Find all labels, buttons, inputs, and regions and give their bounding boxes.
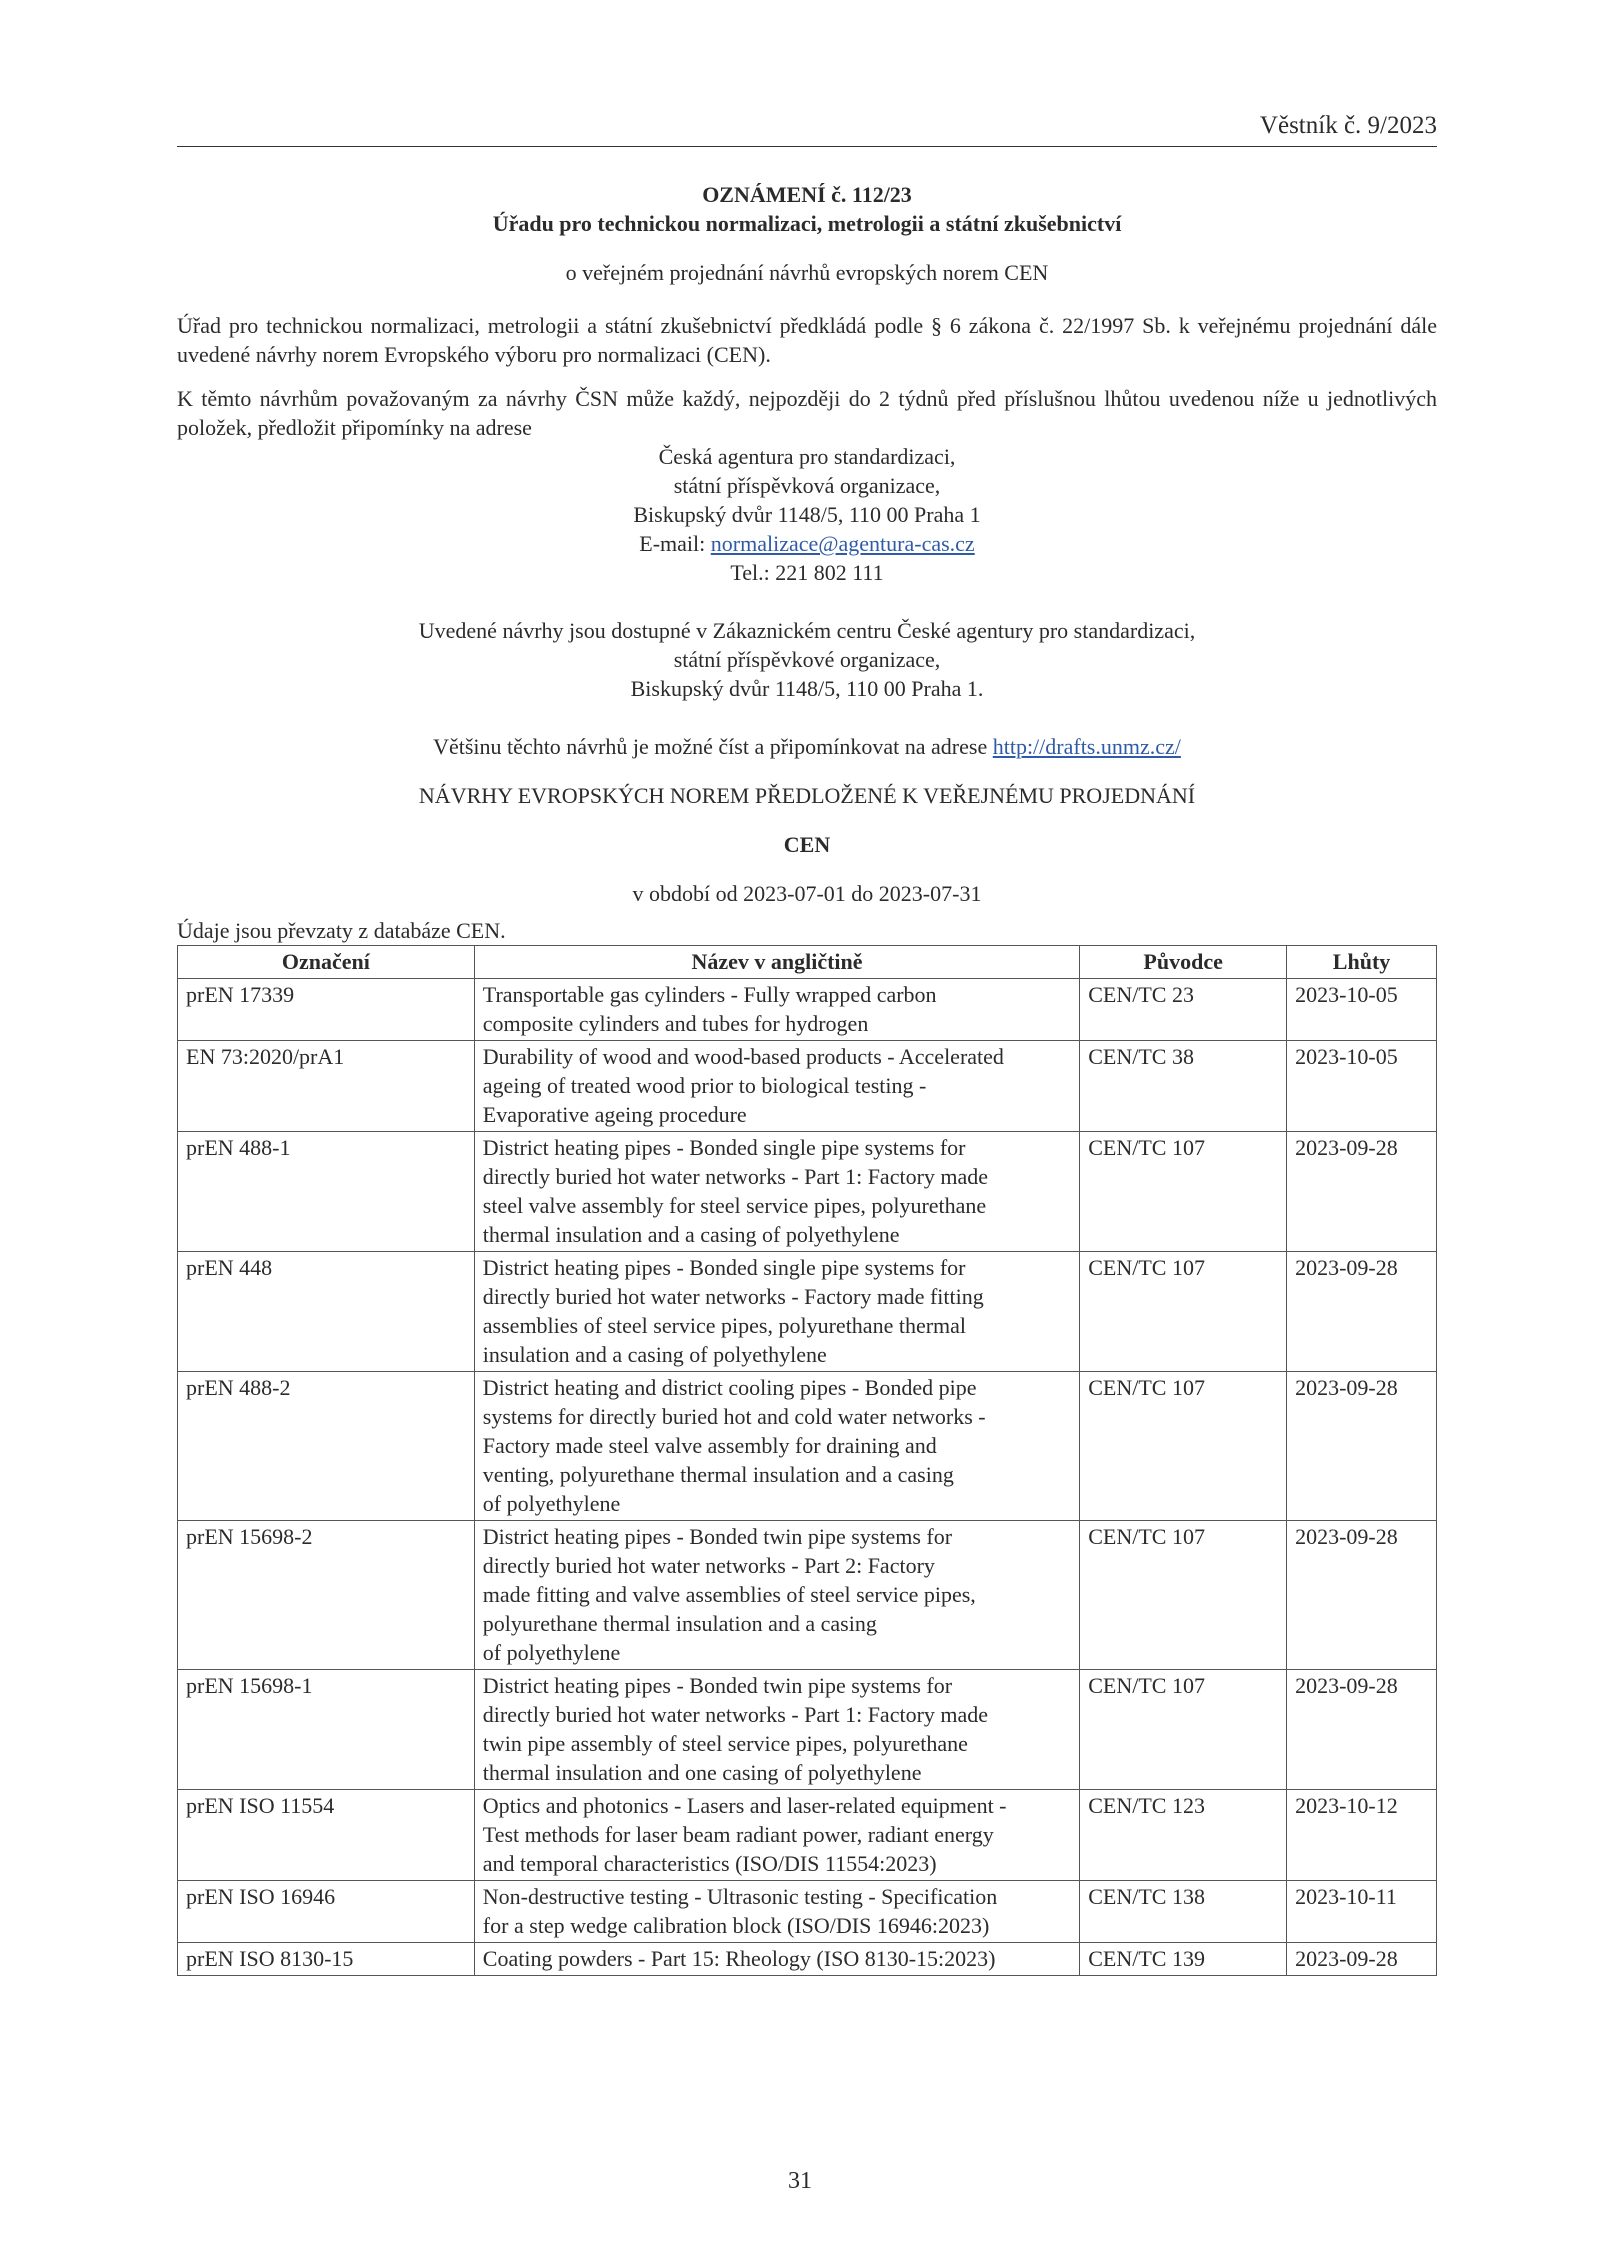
organization-heading: CEN	[783, 832, 831, 857]
notice-title: OZNÁMENÍ č. 112/23	[702, 182, 912, 207]
column-header-deadline: Lhůty	[1287, 946, 1437, 979]
title-line: insulation and a casing of polyethylene	[482, 1342, 827, 1367]
designation-cell: prEN 15698-2	[178, 1521, 475, 1670]
table-row	[178, 1670, 1437, 1790]
designation-cell: prEN ISO 16946	[178, 1881, 475, 1943]
title-line: directly buried hot water networks - Part 1: Factory made	[482, 1164, 989, 1189]
origin-cell: CEN/TC 138	[1080, 1881, 1287, 1943]
deadline-cell: 2023-10-12	[1287, 1790, 1437, 1881]
table-header-row	[178, 946, 1437, 979]
title-line: systems for directly buried hot and cold water networks -	[482, 1404, 986, 1429]
title-line: composite cylinders and tubes for hydrogen	[482, 1011, 869, 1036]
drafts-table	[177, 945, 1437, 1976]
deadline-cell: 2023-09-28	[1287, 1132, 1437, 1252]
title-cell	[474, 1521, 1079, 1670]
deadline-cell: 2023-09-28	[1287, 1252, 1437, 1372]
title-line: District heating pipes - Bonded twin pipe systems for	[482, 1524, 953, 1549]
title-cell	[474, 1132, 1079, 1252]
title-line: thermal insulation and a casing of polyethylene	[482, 1222, 900, 1247]
deadline-cell: 2023-10-05	[1287, 979, 1437, 1041]
title-cell	[474, 1041, 1079, 1132]
table-row	[178, 1943, 1437, 1976]
intro-paragraph: Úřad pro technickou normalizaci, metrologii a státní zkušebnictví předkládá podle § 6 zákona č. 22/1997 Sb. k veřejnému projednání dále uvedené návrhy norem Evropského výboru pro normalizaci (CEN).	[177, 313, 1437, 367]
deadline-cell: 2023-10-05	[1287, 1041, 1437, 1132]
title-line: assemblies of steel service pipes, polyurethane thermal	[482, 1313, 967, 1338]
title-line: District heating and district cooling pipes - Bonded pipe	[482, 1375, 977, 1400]
title-line: Optics and photonics - Lasers and laser-related equipment -	[482, 1793, 1007, 1818]
table-row	[178, 1372, 1437, 1521]
title-line: of polyethylene	[482, 1491, 621, 1516]
designation-cell: prEN 488-1	[178, 1132, 475, 1252]
title-line: steel valve assembly for steel service pipes, polyurethane	[482, 1193, 987, 1218]
column-header-designation: Označení	[178, 946, 475, 979]
table-row	[178, 1252, 1437, 1372]
title-line: for a step wedge calibration block (ISO/DIS 16946:2023)	[482, 1913, 990, 1938]
table-row	[178, 979, 1437, 1041]
title-line: Factory made steel valve assembly for draining and	[482, 1433, 937, 1458]
drafts-text: Většinu těchto návrhů je možné číst a připomínkovat na adrese	[433, 734, 993, 759]
title-line: of polyethylene	[482, 1640, 621, 1665]
page-number: 31	[788, 2168, 812, 2194]
title-line: Evaporative ageing procedure	[482, 1102, 747, 1127]
title-line: Durability of wood and wood-based products - Accelerated	[482, 1044, 1004, 1069]
title-line: polyurethane thermal insulation and a casing	[482, 1611, 877, 1636]
deadline-cell: 2023-09-28	[1287, 1943, 1437, 1976]
origin-cell: CEN/TC 107	[1080, 1670, 1287, 1790]
designation-cell: prEN 15698-1	[178, 1670, 475, 1790]
title-line: Non-destructive testing - Ultrasonic testing - Specification	[482, 1884, 998, 1909]
title-cell	[474, 1881, 1079, 1943]
table-row	[178, 1881, 1437, 1943]
running-header	[177, 112, 1437, 147]
title-line: District heating pipes - Bonded single pipe systems for	[482, 1135, 966, 1160]
column-header-title: Název v angličtině	[474, 946, 1079, 979]
title-cell	[474, 1670, 1079, 1790]
address-line: Biskupský dvůr 1148/5, 110 00 Praha 1	[633, 502, 981, 527]
section-heading: NÁVRHY EVROPSKÝCH NOREM PŘEDLOŽENÉ K VEŘEJNÉMU PROJEDNÁNÍ	[418, 783, 1196, 808]
notice-body	[177, 180, 1437, 1976]
journal-issue: Věstník č. 9/2023	[1259, 112, 1437, 139]
title-line: Transportable gas cylinders - Fully wrapped carbon	[482, 982, 937, 1007]
deadline-cell: 2023-09-28	[1287, 1521, 1437, 1670]
title-line: Coating powders - Part 15: Rheology (ISO 8130-15:2023)	[482, 1946, 996, 1971]
designation-cell: prEN ISO 8130-15	[178, 1943, 475, 1976]
address-line: státní příspěvková organizace,	[673, 473, 941, 498]
origin-cell: CEN/TC 107	[1080, 1252, 1287, 1372]
title-cell	[474, 979, 1079, 1041]
comments-paragraph: K těmto návrhům považovaným za návrhy ČSN může každý, nejpozději do 2 týdnů před příslušnou lhůtou uvedenou níže u jednotlivých položek, předložit připomínky na adrese	[177, 386, 1437, 440]
designation-cell: EN 73:2020/prA1	[178, 1041, 475, 1132]
title-cell	[474, 1252, 1079, 1372]
deadline-cell: 2023-09-28	[1287, 1372, 1437, 1521]
email-link[interactable]: normalizace@agentura-cas.cz	[710, 531, 975, 556]
email-label: E-mail:	[639, 531, 711, 556]
title-line: Test methods for laser beam radiant power, radiant energy	[482, 1822, 994, 1847]
title-line: thermal insulation and one casing of polyethylene	[482, 1760, 922, 1785]
origin-cell: CEN/TC 139	[1080, 1943, 1287, 1976]
designation-cell: prEN ISO 11554	[178, 1790, 475, 1881]
title-cell	[474, 1943, 1079, 1976]
origin-cell: CEN/TC 107	[1080, 1521, 1287, 1670]
availability-line: státní příspěvkové organizace,	[673, 647, 941, 672]
title-line: venting, polyurethane thermal insulation and a casing	[482, 1462, 954, 1487]
phone-line: Tel.: 221 802 111	[730, 560, 884, 585]
title-line: twin pipe assembly of steel service pipes, polyurethane	[482, 1731, 968, 1756]
address-block	[177, 442, 1437, 587]
title-line: and temporal characteristics (ISO/DIS 11554:2023)	[482, 1851, 937, 1876]
availability-line: Biskupský dvůr 1148/5, 110 00 Praha 1.	[630, 676, 984, 701]
designation-cell: prEN 488-2	[178, 1372, 475, 1521]
table-row	[178, 1041, 1437, 1132]
origin-cell: CEN/TC 107	[1080, 1132, 1287, 1252]
email-line	[177, 529, 1437, 558]
title-line: directly buried hot water networks - Part 1: Factory made	[482, 1702, 989, 1727]
title-line: directly buried hot water networks - Part 2: Factory	[482, 1553, 935, 1578]
column-header-origin: Původce	[1080, 946, 1287, 979]
drafts-line	[177, 732, 1437, 761]
table-row	[178, 1790, 1437, 1881]
title-line: ageing of treated wood prior to biological testing -	[482, 1073, 927, 1098]
table-row	[178, 1132, 1437, 1252]
title-cell	[474, 1372, 1079, 1521]
period-heading: v období od 2023-07-01 do 2023-07-31	[632, 881, 982, 906]
availability-line: Uvedené návrhy jsou dostupné v Zákaznickém centru České agentury pro standardizaci,	[418, 618, 1196, 643]
designation-cell: prEN 448	[178, 1252, 475, 1372]
origin-cell: CEN/TC 23	[1080, 979, 1287, 1041]
title-cell	[474, 1790, 1079, 1881]
origin-cell: CEN/TC 38	[1080, 1041, 1287, 1132]
title-line: directly buried hot water networks - Factory made fitting	[482, 1284, 984, 1309]
title-line: District heating pipes - Bonded single pipe systems for	[482, 1255, 966, 1280]
table-row	[178, 1521, 1437, 1670]
table-body	[178, 979, 1437, 1976]
deadline-cell: 2023-09-28	[1287, 1670, 1437, 1790]
title-line: District heating pipes - Bonded twin pipe systems for	[482, 1673, 953, 1698]
drafts-link[interactable]: http://drafts.unmz.cz/	[992, 734, 1181, 759]
address-line: Česká agentura pro standardizaci,	[658, 444, 956, 469]
origin-cell: CEN/TC 123	[1080, 1790, 1287, 1881]
notice-office: Úřadu pro technickou normalizaci, metrologii a státní zkušebnictví	[492, 211, 1122, 236]
availability-block	[177, 616, 1437, 703]
source-note: Údaje jsou převzaty z databáze CEN.	[177, 918, 506, 943]
deadline-cell: 2023-10-11	[1287, 1881, 1437, 1943]
designation-cell: prEN 17339	[178, 979, 475, 1041]
origin-cell: CEN/TC 107	[1080, 1372, 1287, 1521]
title-line: made fitting and valve assemblies of steel service pipes,	[482, 1582, 976, 1607]
notice-subject: o veřejném projednání návrhů evropských norem CEN	[565, 260, 1049, 285]
